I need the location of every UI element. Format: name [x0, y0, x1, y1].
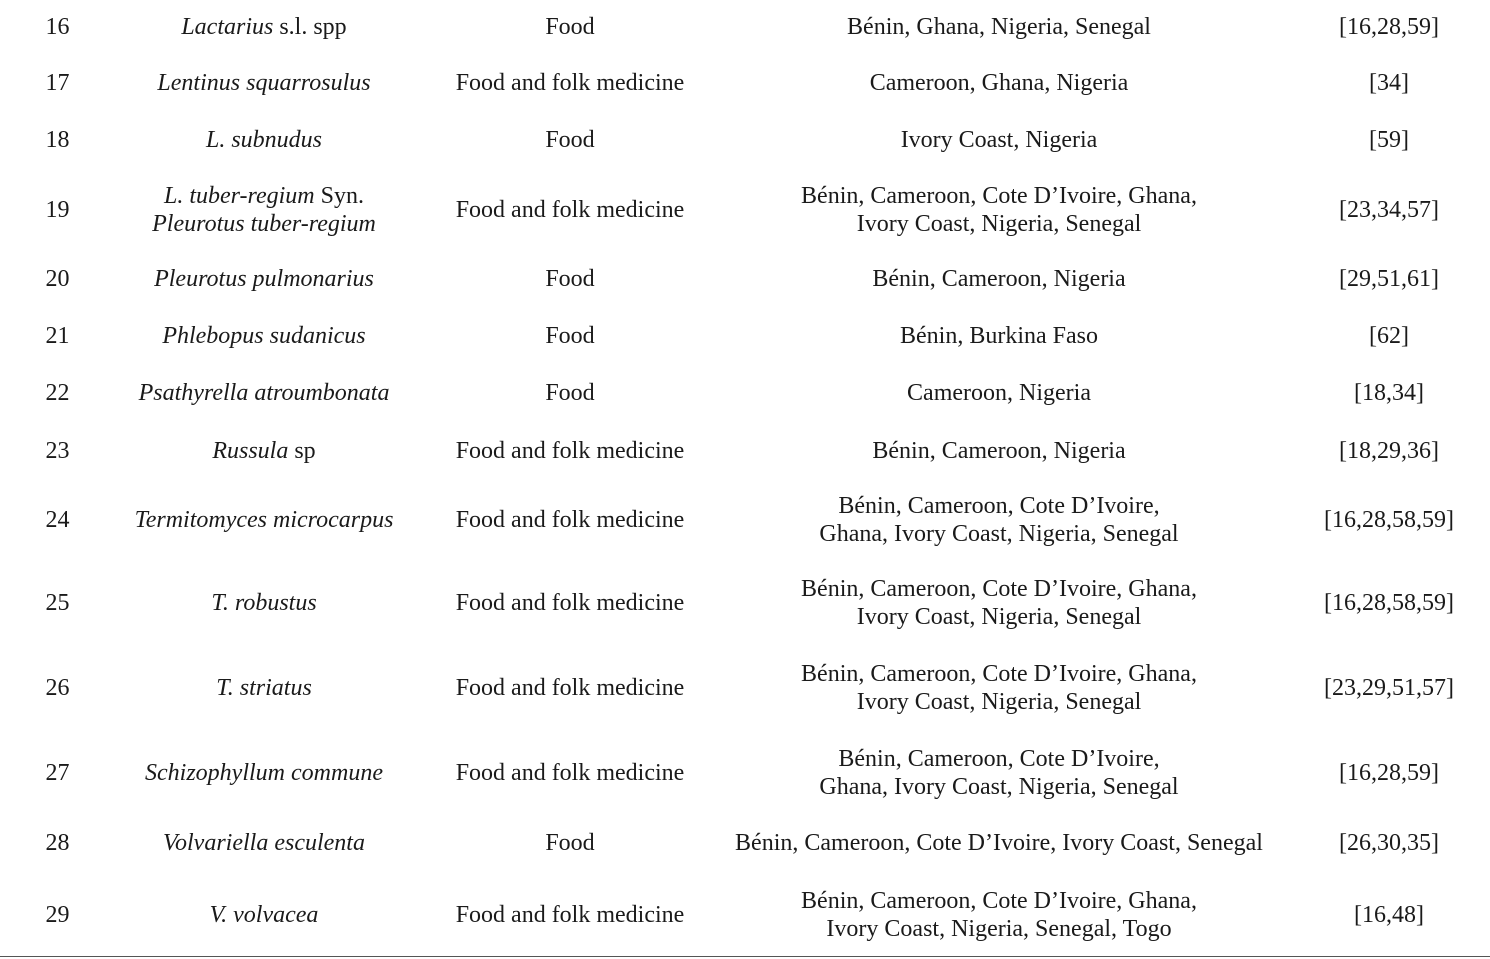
species-name: [118, 322, 410, 350]
row-number-text: 28: [45, 830, 70, 856]
row-number: [0, 126, 115, 154]
table-bottom-rule: [0, 956, 1490, 957]
row-number-text: 22: [45, 380, 70, 406]
species-segment: Pleurotus tuber-regium: [152, 211, 376, 237]
table-row: [0, 379, 1490, 407]
references: [1295, 379, 1483, 407]
countries-line: Bénin, Cameroon, Cote D’Ivoire, Ghana,: [801, 661, 1197, 687]
use-type-text: Food and folk medicine: [455, 70, 685, 96]
row-number: [0, 13, 115, 41]
species-segment: Psathyrella atroumbonata: [138, 380, 390, 406]
row-number-text: 27: [45, 760, 70, 786]
references: [1295, 265, 1483, 293]
use-type-text: Food and folk medicine: [455, 438, 685, 464]
species-name: [118, 379, 410, 407]
use-type-text: Food and folk medicine: [455, 760, 685, 786]
use-type-text: Food and folk medicine: [455, 197, 685, 223]
row-number-text: 18: [45, 127, 70, 153]
use-type: [430, 575, 710, 631]
use-type-text: Food: [545, 14, 595, 40]
row-number-text: 19: [45, 197, 70, 223]
row-number-text: 24: [45, 507, 70, 533]
countries-line: Ghana, Ivory Coast, Nigeria, Senegal: [819, 521, 1179, 547]
countries-line: Bénin, Cameroon, Nigeria: [872, 438, 1126, 464]
species-segment: Volvariella esculenta: [163, 830, 365, 856]
row-number: [0, 745, 115, 801]
table-row: [0, 182, 1490, 238]
species-name: [118, 13, 410, 41]
use-type-text: Food: [545, 266, 595, 292]
row-number-text: 16: [45, 14, 70, 40]
species-segment: L. tuber-regium: [164, 183, 315, 209]
references-text: [62]: [1369, 323, 1409, 349]
table-row: [0, 492, 1490, 548]
countries: [705, 492, 1293, 548]
countries-line: Ivory Coast, Nigeria, Senegal, Togo: [826, 916, 1172, 942]
species-segment: V. volvacea: [209, 902, 319, 928]
countries-line: Bénin, Cameroon, Cote D’Ivoire, Ghana,: [801, 576, 1197, 602]
countries-line: Ivory Coast, Nigeria, Senegal: [856, 604, 1142, 630]
countries: [705, 126, 1293, 154]
row-number: [0, 437, 115, 465]
references-text: [16,28,59]: [1339, 14, 1439, 40]
species-name: [118, 69, 410, 97]
countries-line: Bénin, Burkina Faso: [900, 323, 1098, 349]
references: [1295, 745, 1483, 801]
countries-line: Bénin, Cameroon, Cote D’Ivoire, Ivory Coast, Senegal: [735, 830, 1263, 856]
species-segment: T. robustus: [211, 590, 317, 616]
species-name: [118, 182, 410, 238]
row-number-text: 20: [45, 266, 70, 292]
row-number: [0, 182, 115, 238]
use-type-text: Food: [545, 380, 595, 406]
references: [1295, 829, 1483, 857]
countries-line: Ivory Coast, Nigeria, Senegal: [856, 211, 1142, 237]
references: [1295, 660, 1483, 716]
references: [1295, 492, 1483, 548]
use-type: [430, 492, 710, 548]
row-number-text: 21: [45, 323, 70, 349]
countries: [705, 69, 1293, 97]
table-row: [0, 745, 1490, 801]
references: [1295, 322, 1483, 350]
species-segment: L. subnudus: [205, 127, 323, 153]
countries-line: Ivory Coast, Nigeria: [900, 127, 1098, 153]
references: [1295, 126, 1483, 154]
countries-line: Bénin, Cameroon, Cote D’Ivoire,: [838, 493, 1160, 519]
species-segment: Russula: [212, 438, 289, 464]
references: [1295, 575, 1483, 631]
references-text: [23,29,51,57]: [1324, 675, 1454, 701]
countries: [705, 265, 1293, 293]
row-number-text: 17: [45, 70, 70, 96]
row-number: [0, 265, 115, 293]
species-name: [118, 492, 410, 548]
use-type: [430, 13, 710, 41]
table-row: [0, 887, 1490, 943]
table-row: [0, 13, 1490, 41]
use-type-text: Food and folk medicine: [455, 507, 685, 533]
table-row: [0, 322, 1490, 350]
row-number-text: 23: [45, 438, 70, 464]
use-type-text: Food: [545, 830, 595, 856]
table-row: [0, 265, 1490, 293]
species-name: [118, 887, 410, 943]
use-type: [430, 379, 710, 407]
countries: [705, 13, 1293, 41]
references-text: [16,28,58,59]: [1324, 507, 1454, 533]
use-type: [430, 322, 710, 350]
countries-line: Bénin, Ghana, Nigeria, Senegal: [847, 14, 1151, 40]
species-segment: s.l. spp: [273, 14, 347, 40]
use-type: [430, 437, 710, 465]
references-text: [18,29,36]: [1339, 438, 1439, 464]
species-name: [118, 745, 410, 801]
table-row: [0, 660, 1490, 716]
species-segment: Termitomyces microcarpus: [134, 507, 394, 533]
countries-line: Cameroon, Nigeria: [907, 380, 1091, 406]
row-number-text: 26: [45, 675, 70, 701]
species-segment: Syn.: [314, 183, 364, 209]
references-text: [16,28,58,59]: [1324, 590, 1454, 616]
row-number-text: 29: [45, 902, 70, 928]
species-name: [118, 575, 410, 631]
references-text: [16,48]: [1354, 902, 1424, 928]
references-text: [16,28,59]: [1339, 760, 1439, 786]
countries-line: Bénin, Cameroon, Cote D’Ivoire, Ghana,: [801, 888, 1197, 914]
countries: [705, 829, 1293, 857]
species-segment: Pleurotus pulmonarius: [154, 266, 374, 292]
countries-line: Ivory Coast, Nigeria, Senegal: [856, 689, 1142, 715]
countries-line: Bénin, Cameroon, Cote D’Ivoire, Ghana,: [801, 183, 1197, 209]
countries-line: Cameroon, Ghana, Nigeria: [869, 70, 1129, 96]
table-row: [0, 126, 1490, 154]
row-number: [0, 492, 115, 548]
references-text: [26,30,35]: [1339, 830, 1439, 856]
use-type: [430, 660, 710, 716]
row-number-text: 25: [45, 590, 70, 616]
row-number: [0, 575, 115, 631]
table-row: [0, 437, 1490, 465]
species-segment: T. striatus: [216, 675, 312, 701]
species-name: [118, 437, 410, 465]
countries: [705, 182, 1293, 238]
references: [1295, 69, 1483, 97]
countries-line: Bénin, Cameroon, Cote D’Ivoire,: [838, 746, 1160, 772]
use-type-text: Food: [545, 323, 595, 349]
use-type-text: Food and folk medicine: [455, 902, 685, 928]
countries: [705, 887, 1293, 943]
countries: [705, 745, 1293, 801]
table-row: [0, 575, 1490, 631]
use-type: [430, 887, 710, 943]
countries: [705, 379, 1293, 407]
table-row: [0, 829, 1490, 857]
references: [1295, 887, 1483, 943]
countries: [705, 437, 1293, 465]
species-segment: Schizophyllum commune: [145, 760, 383, 786]
use-type-text: Food and folk medicine: [455, 675, 685, 701]
references-text: [29,51,61]: [1339, 266, 1439, 292]
references-text: [59]: [1369, 127, 1409, 153]
row-number: [0, 69, 115, 97]
row-number: [0, 660, 115, 716]
species-name: [118, 265, 410, 293]
use-type-text: Food and folk medicine: [455, 590, 685, 616]
species-name: [118, 829, 410, 857]
references-text: [34]: [1369, 70, 1409, 96]
countries: [705, 575, 1293, 631]
use-type: [430, 182, 710, 238]
references: [1295, 13, 1483, 41]
species-segment: sp: [288, 438, 316, 464]
countries: [705, 660, 1293, 716]
row-number: [0, 887, 115, 943]
countries: [705, 322, 1293, 350]
species-segment: Lentinus squarrosulus: [157, 70, 371, 96]
species-name: [118, 660, 410, 716]
use-type: [430, 829, 710, 857]
species-segment: Lactarius: [181, 14, 274, 40]
references: [1295, 437, 1483, 465]
species-name: [118, 126, 410, 154]
row-number: [0, 322, 115, 350]
use-type: [430, 265, 710, 293]
use-type: [430, 69, 710, 97]
countries-line: Ghana, Ivory Coast, Nigeria, Senegal: [819, 774, 1179, 800]
table-row: [0, 69, 1490, 97]
use-type: [430, 745, 710, 801]
references-text: [23,34,57]: [1339, 197, 1439, 223]
references-text: [18,34]: [1354, 380, 1424, 406]
species-segment: Phlebopus sudanicus: [162, 323, 366, 349]
row-number: [0, 829, 115, 857]
use-type: [430, 126, 710, 154]
references: [1295, 182, 1483, 238]
use-type-text: Food: [545, 127, 595, 153]
countries-line: Bénin, Cameroon, Nigeria: [872, 266, 1126, 292]
row-number: [0, 379, 115, 407]
